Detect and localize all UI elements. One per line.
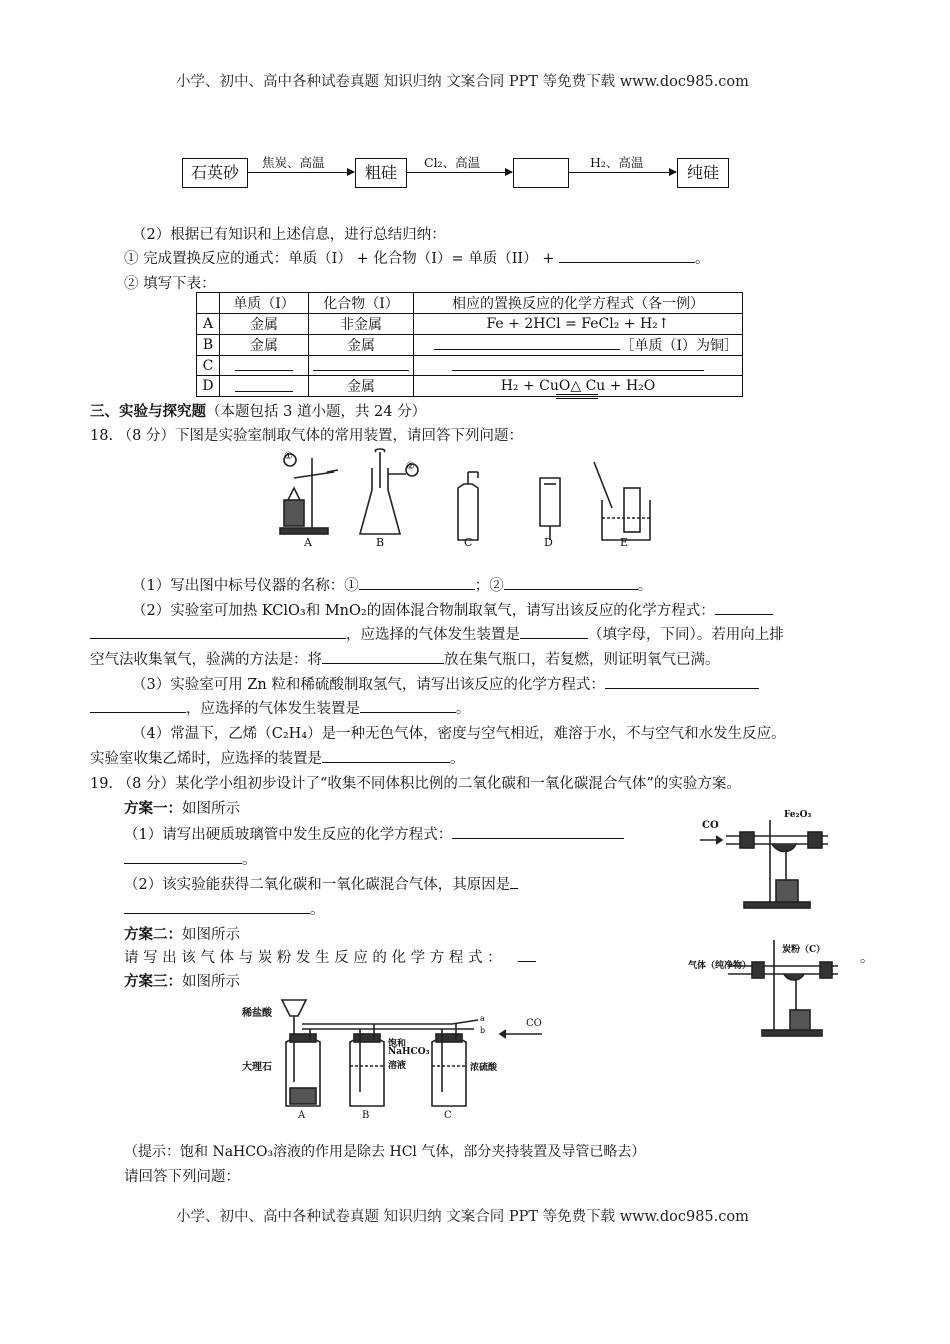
q18-p2a-text: （2）实验室可加热 KClO₃和 MnO₂的固体混合物制取氧气，请写出该反应的化学方程式： [132,603,715,619]
fig3-sat3-label: 溶液 [388,1061,407,1071]
table-row [197,356,743,376]
fig1-co-label: CO [702,820,719,831]
fig-label-d: D [544,536,553,549]
q18-p2b [90,623,784,644]
answer-blank[interactable] [322,649,444,664]
q19-plan2 [124,923,240,944]
flow-box-crude-si: 粗硅 [355,158,407,188]
table-header-row [197,293,743,314]
fig-label-c: C [464,536,473,549]
answer-blank[interactable] [313,356,409,371]
q19-plan2-text: 如图所示 [182,927,240,943]
q19-plan2-q [124,946,536,967]
flow-box-quartz: 石英砂 [182,158,248,188]
answer-blank[interactable] [452,356,704,371]
table-cell: Fe + 2HCl = FeCl₂ + H₂↑ [414,314,743,335]
flow-arrow-3 [568,172,676,173]
q19-plan1-figure [700,810,850,912]
table-cell [220,356,309,376]
table-cell [414,356,743,376]
answer-blank[interactable] [124,899,310,914]
q18-p2c-text: （填字母，下同）。若用向上排 [588,627,784,643]
table-row [197,376,743,397]
q19-plan3 [124,970,240,991]
fig3-a-label: a [480,1014,485,1023]
q17-2-item1 [124,247,710,268]
q19-plan1-q1-end: 。 [242,852,257,868]
q19-plan1-q2-text: （2）该实验能获得二氧化碳和一氧化碳混合气体，其原因是 [124,877,511,893]
fig3-bottle-c-label: C [444,1110,452,1121]
table-cell: C [197,356,220,376]
table-header-cell: 相应的置换反应的化学方程式（各一例） [414,293,743,314]
answer-blank[interactable] [518,947,536,962]
fig-mark-1: ① [284,451,293,462]
table-cell: A [197,314,220,335]
table-cell: B [197,335,220,356]
q19-stem: 19. （8 分）某化学小组初步设计了“收集不同体积比例的二氧化碳和一氧化碳混合气体”的实验方案。 [90,776,741,792]
answer-blank[interactable] [359,575,475,590]
answer-blank[interactable] [434,335,620,350]
fig3-bottle-b-label: B [362,1110,370,1121]
answer-blank[interactable] [360,698,456,713]
q18-p3c-text: 。 [456,701,471,717]
q19-plan1-title: 方案一： [124,800,182,817]
q19-plan1-q1-cont [124,848,257,869]
q17-2-item2: ② 填写下表： [124,276,216,292]
q18-p2d [90,648,720,669]
q17-2-item1-end: 。 [695,251,710,267]
q19-plan1-q2-end: 。 [310,902,325,918]
flow-label-1: 焦炭、高温 [262,155,325,170]
q19-plan1-q2 [124,873,518,894]
replacement-reaction-table [196,292,743,397]
section3-note: （本题包括 3 道小题，共 24 分） [206,404,427,420]
flow-arrow-2 [406,172,512,173]
q18-p2d-text: 空气法收集氧气，验满的方法是：将 [90,652,322,668]
q19-plan1-q1-text: （1）请写出硬质玻璃管中发生反应的化学方程式： [124,827,453,843]
answer-blank[interactable] [322,748,450,763]
table-header-cell: 化合物（I） [309,293,414,314]
fig3-bottle-a-label: A [298,1110,306,1121]
q18-stem: 18. （8 分）下图是实验室制取气体的常用装置，请回答下列问题： [90,428,524,444]
q18-p4c-text: 。 [450,751,465,767]
q18-p3a [132,673,759,694]
answer-blank[interactable] [510,874,518,889]
q18-p4a: （4）常温下，乙烯（C₂H₄）是一种无色气体，密度与空气相近，难溶于水，不与空气和水发生反应。 [132,726,786,742]
flow-arrow-1 [247,172,354,173]
fig2-carbon-label: 炭粉（C） [782,945,826,955]
q17-2-item1-text: ① 完成置换反应的通式：单质（I） + 化合物（I）= 单质（II） + [124,251,560,267]
q18-p4b [90,747,465,768]
q18-p3b [90,697,471,718]
answer-blank[interactable] [90,624,346,639]
q19-plan3-figure [242,996,562,1124]
q19-plan1-q1 [124,823,624,844]
q18-p4b-text: 实验室收集乙烯时，应选择的装置是 [90,751,322,767]
q19-plan1-q2-cont [124,898,325,919]
fig3-b-label: b [480,1026,486,1035]
table-cell: 金属 [309,376,414,397]
q18-apparatus-figure [272,448,662,556]
table-cell-text: ［单质（I）为铜］ [620,338,738,354]
section3-heading [90,400,426,421]
q18-p2e-text: 放在集气瓶口，若复燃，则证明氧气已满。 [444,652,720,668]
answer-blank[interactable] [715,600,773,615]
q19-plan2-title: 方案二： [124,926,182,943]
fig3-sat1-label: 饱和 [388,1039,407,1049]
answer-blank[interactable] [520,624,588,639]
fig-label-a: A [304,536,312,549]
q18-p3b-text: ，应选择的气体发生装置是 [186,701,360,717]
answer-blank[interactable] [504,575,638,590]
q19-plan2-q-text: 请 写 出 该 气 体 与 炭 粉 发 生 反 应 的 化 学 方 程 式 ： [124,950,502,966]
flow-label-2: Cl₂、高温 [424,155,481,170]
table-cell: 金属 [220,314,309,335]
q18-p1-mid: ；② [474,578,504,594]
fig-label-b: B [376,536,385,549]
flow-box-blank [513,158,569,188]
q18-p2b-text: ，应选择的气体发生装置是 [346,627,520,643]
q18-p1-text: （1）写出图中标号仪器的名称：① [132,578,359,594]
q18-p1 [132,574,652,595]
q18-p1-end: 。 [637,578,653,594]
table-cell: 金属 [309,335,414,356]
table-header-cell [197,293,220,314]
table-cell [220,376,309,397]
page-footer: 小学、初中、高中各种试卷真题 知识归纳 文案合同 PPT 等免费下载 www.doc985.com [176,1209,749,1225]
fig3-co-label: CO [526,1018,542,1029]
table-cell: D [197,376,220,397]
answer-blank[interactable] [90,698,186,713]
equation-double-line [556,394,598,399]
q19-ask: 请回答下列问题： [124,1169,240,1185]
q19-plan3-title: 方案三： [124,973,182,990]
fig3-h2so4-label: 浓硫酸 [470,1063,498,1073]
fig1-fe2o3-label: Fe₂O₃ [784,810,812,820]
page-header: 小学、初中、高中各种试卷真题 知识归纳 文案合同 PPT 等免费下载 www.doc985.com [176,74,749,90]
fig-mark-2: ② [406,461,415,472]
q19-plan3-text: 如图所示 [182,974,240,990]
fig2-gas-label: 气体（纯净物） [688,961,752,971]
q19-plan1-text: 如图所示 [182,801,240,817]
q19-plan2-end: 。 [860,950,875,966]
answer-blank[interactable] [605,674,759,689]
table-cell: 非金属 [309,314,414,335]
q18-p2a [132,599,773,620]
table-cell [309,356,414,376]
table-header-cell: 单质（I） [220,293,309,314]
table-cell [414,335,743,356]
flow-box-pure-si: 纯硅 [677,158,729,188]
q17-2-intro: （2）根据已有知识和上述信息，进行总结归纳： [132,227,446,243]
fig-label-e: E [620,536,629,549]
section3-title: 三、实验与探究题 [90,403,206,420]
table-cell: H₂ + CuO△ Cu + H₂O [414,376,743,397]
fig3-acid-label: 稀盐酸 [242,1008,272,1019]
q19-plan2-figure [688,936,848,1040]
fig3-sat2-label: NaHCO₃ [388,1047,430,1057]
fig3-marble-label: 大理石 [242,1062,272,1073]
answer-blank[interactable] [235,356,293,371]
table-row [197,335,743,356]
table-cell: 金属 [220,335,309,356]
answer-blank[interactable] [235,377,293,392]
answer-blank[interactable] [124,849,242,864]
q19-hint: （提示：饱和 NaHCO₃溶液的作用是除去 HCl 气体，部分夹持装置及导管已略去） [124,1144,646,1160]
q19-plan1 [124,797,240,818]
table-row [197,314,743,335]
flow-label-3: H₂、高温 [590,155,644,170]
answer-blank[interactable] [452,824,624,839]
q18-p3a-text: （3）实验室可用 Zn 粒和稀硫酸制取氢气，请写出该反应的化学方程式： [132,677,605,693]
answer-blank[interactable] [559,248,695,263]
